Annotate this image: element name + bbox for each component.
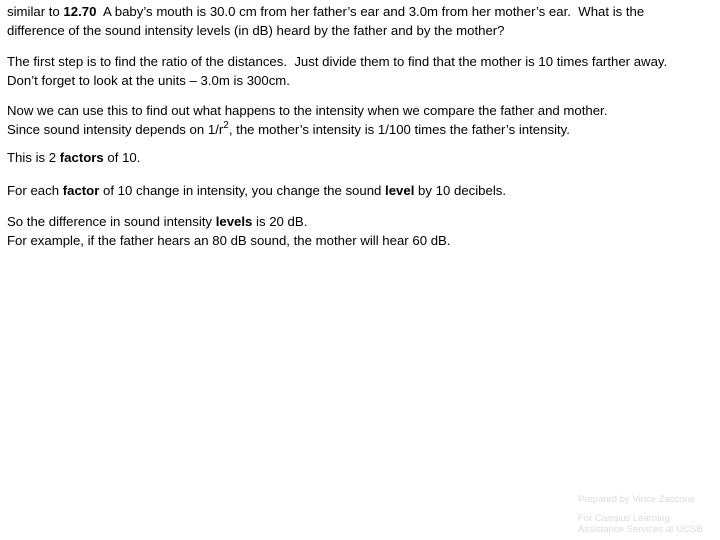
- exponent: 2: [223, 119, 229, 131]
- factors-text-b: of 10.: [103, 150, 141, 165]
- credits: [578, 494, 703, 535]
- decibels-text-c: by 10 decibels.: [414, 183, 507, 198]
- step-conclusion-line-2: For example, if the father hears an 80 dB sound, the mother will hear 60 dB.: [7, 233, 451, 248]
- credits-prepared-by: Prepared by Vince Zaccone: [578, 494, 696, 505]
- inverse-square-text: Since sound intensity depends on 1/r: [7, 122, 224, 137]
- step-ratio-line-1: The first step is to find the ratio of the distances. Just divide them to find that the mother is 10 times farther away.: [7, 54, 668, 69]
- step-ratio: [7, 52, 713, 90]
- decibels-text-b: of 10 change in intensity, you change the sound: [99, 183, 386, 198]
- slide-content: [7, 2, 713, 250]
- step-intensity-line-2: [7, 120, 713, 139]
- step-factors-line: [7, 148, 713, 167]
- step-intensity-line-1: Now we can use this to find out what happens to the intensity when we compare the father and mother.: [7, 103, 608, 118]
- step-intensity: [7, 101, 713, 139]
- problem-line-2: difference of the sound intensity levels (in dB) heard by the father and by the mother?: [7, 23, 505, 38]
- levels-bold: levels: [215, 214, 253, 229]
- step-decibels: [7, 181, 713, 200]
- step-factors: [7, 148, 713, 167]
- level-bold: level: [385, 183, 415, 198]
- problem-prefix: similar to: [7, 4, 64, 19]
- credits-line-1: For Campus Learning: [578, 513, 670, 524]
- step-conclusion-line-1: [7, 212, 713, 231]
- step-ratio-line-2: Don’t forget to look at the units – 3.0m is 300cm.: [7, 73, 290, 88]
- factors-text-a: This is 2: [7, 150, 60, 165]
- problem-line-1: [7, 2, 713, 21]
- problem-number: 12.70: [63, 4, 97, 19]
- conclusion-text-a: So the difference in sound intensity: [7, 214, 216, 229]
- conclusion-text-b: is 20 dB.: [252, 214, 308, 229]
- problem-statement: [7, 2, 713, 40]
- step-conclusion: [7, 212, 713, 250]
- factor-bold: factor: [62, 183, 100, 198]
- step-decibels-line: [7, 181, 713, 200]
- problem-line-1-text: A baby’s mouth is 30.0 cm from her father’s ear and 3.0m from her mother’s ear. What is the: [96, 4, 645, 19]
- credits-line-2: Assistance Services at UCSB: [578, 524, 703, 535]
- decibels-text-a: For each: [7, 183, 63, 198]
- factors-bold: factors: [59, 150, 104, 165]
- intensity-ratio-text: , the mother’s intensity is 1/100 times the father’s intensity.: [228, 122, 570, 137]
